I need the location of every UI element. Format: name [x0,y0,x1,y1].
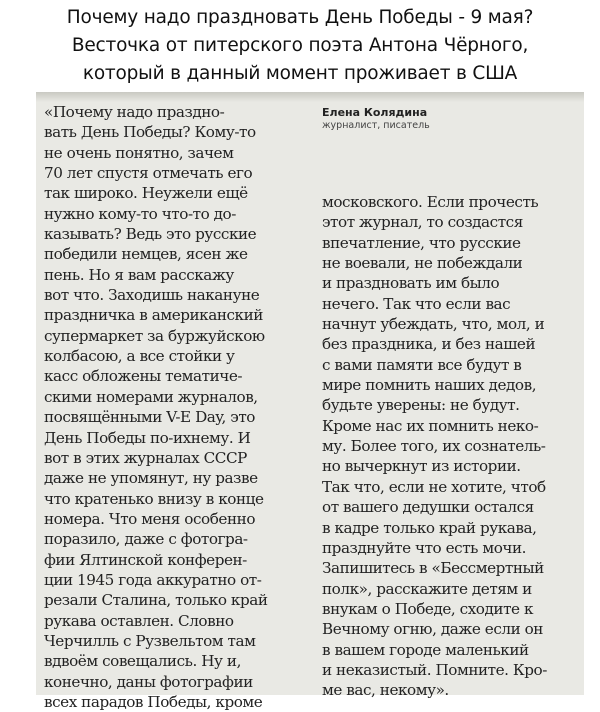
article-column-right [322,192,584,701]
article-line: казывать? Ведь это русские [44,225,257,244]
article-line: вот что. Заходишь накануне [44,286,260,305]
article-line: полк», расскажите детям и [322,579,532,598]
article-line: 70 лет спустя отмечать его [44,164,253,183]
article-line: с вами памяти все будут в [322,355,522,374]
article-line: резали Сталина, только край [44,591,268,610]
article-line: этот журнал, то создастся [322,213,523,232]
newspaper-clipping [36,92,584,711]
article-line: «Почему надо праздно- [44,103,225,121]
article-line: победили немцев, ясен же [44,245,248,264]
article-line: колбасою, а все стойки у [44,347,235,366]
article-line: от вашего дедушки остался [322,498,534,517]
article-line: День Победы по-ихнему. И [44,428,251,447]
article-line: и праздновать им было [322,274,500,293]
article-line: внукам о Победе, сходите к [322,599,533,618]
article-line: конечно, даны фотографии [44,672,253,691]
article-line: впечатление, что русские [322,233,521,252]
article-column-left [44,102,306,712]
article-line: всех парадов Победы, кроме [44,692,263,711]
article-line: нужно кому-то что-то до- [44,204,236,223]
article-line: так широко. Неужели ещё [44,184,248,203]
article-line: в вашем городе маленький [322,640,529,659]
article-line: ме вас, некому». [322,681,449,700]
article-line: начнут убеждать, что, мол, и [322,315,545,334]
article-line: супермаркет за буржуйскою [44,326,265,345]
article-line: Так что, если не хотите, чтоб [322,477,546,496]
article-line: поразило, даже с фотогра- [44,530,248,549]
article-line: и неказистый. Помните. Кро- [322,660,547,679]
article-line: даже не упомянут, ну разве [44,469,258,488]
article-line: номера. Что меня особенно [44,509,256,528]
article-line: будьте уверены: не будут. [322,396,520,415]
article-line: московского. Если прочесть [322,193,539,211]
article-line: Кроме нас их помнить неко- [322,416,539,435]
article-line: не очень понятно, зачем [44,143,234,162]
article-line: без праздника, и без нашей [322,335,536,354]
article-line: скими номерами журналов, [44,387,258,406]
caption-line-3: который в данный момент проживает в США [82,63,518,84]
article-line: му. Более того, их сознатель- [322,437,546,456]
article-line: празднуйте что есть мочи. [322,538,527,557]
author-role: журналист, писатель [322,120,430,131]
caption-line-2: Весточка от питерского поэта Антона Чёрного, [71,35,529,56]
caption-line-1: Почему надо праздновать День Победы - 9 мая? [66,7,534,28]
article-line: что кратенько внизу в конце [44,489,264,508]
author-name: Елена Колядина [322,106,428,119]
article-line: нечего. Так что если вас [322,294,511,313]
article-line: мире помнить наших дедов, [322,376,537,395]
article-line: Запишитесь в «Бессмертный [322,559,544,578]
article-line: фии Ялтинской конферен- [44,550,247,569]
article-line: вот в этих журналах СССР [44,448,247,467]
article-line: не воевали, не побеждали [322,254,523,273]
article-line: праздничка в американский [44,306,263,325]
article-line: пень. Но я вам расскажу [44,265,234,284]
author-byline [322,106,572,132]
article-line: Черчилль с Рузвельтом там [44,631,256,650]
article-line: рукава оставлен. Словно [44,611,234,630]
article-line: ции 1945 года аккуратно от- [44,570,262,589]
article-line: Вечному огню, даже если он [322,620,543,639]
article-line: но вычеркнут из истории. [322,457,521,476]
article-line: вдвоём совещались. Ну и, [44,652,241,671]
caption [0,4,600,88]
article-line: вать День Победы? Кому-то [44,123,256,142]
article-line: касс обложены тематиче- [44,367,243,386]
article-line: посвящёнными V-E Day, это [44,408,255,427]
article-line: в кадре только край рукава, [322,518,537,537]
